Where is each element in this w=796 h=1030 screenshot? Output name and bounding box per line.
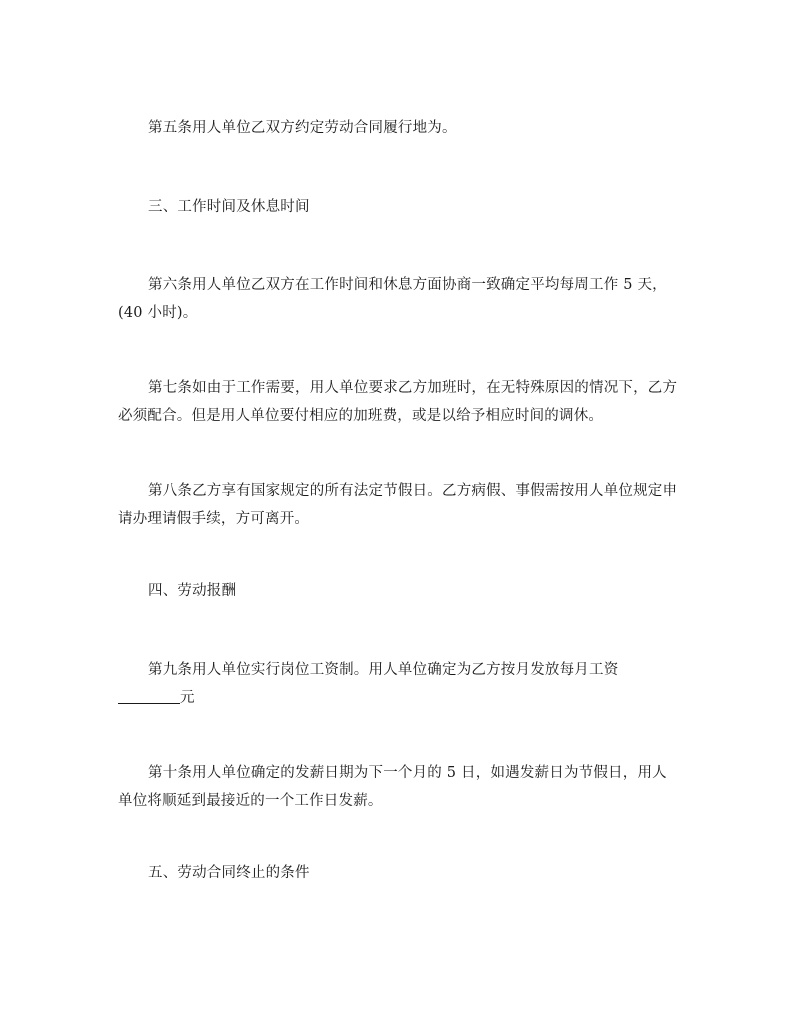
section-3-heading: 三、工作时间及休息时间 (148, 199, 310, 215)
section-4-heading: 四、劳动报酬 (148, 583, 237, 599)
article-9-amount-line (118, 684, 678, 712)
salary-amount-blank (118, 689, 180, 704)
section-5-heading: 五、劳动合同终止的条件 (148, 865, 310, 881)
article-9-line: 第九条用人单位实行岗位工资制。用人单位确定为乙方按月发放每月工资 (148, 662, 619, 678)
article-5-paragraph: 第五条用人单位乙双方约定劳动合同履行地为。 (148, 120, 457, 136)
article-7-paragraph: 第七条如由于工作需要，用人单位要求乙方加班时，在无特殊原因的情况下，乙方必须配合。但是用人单位要付相应的加班费，或是以给予相应时间的调休。 (118, 380, 678, 424)
article-10-paragraph: 第十条用人单位确定的发薪日期为下一个月的 5 日，如遇发薪日为节假日，用人单位将顺延到最接近的一个工作日发薪。 (118, 765, 667, 809)
article-9-paragraph (118, 656, 678, 712)
article-8-paragraph: 第八条乙方享有国家规定的所有法定节假日。乙方病假、事假需按用人单位规定申请办理请假手续，方可离开。 (118, 483, 678, 527)
article-6-paragraph: 第六条用人单位乙双方在工作时间和休息方面协商一致确定平均每周工作 5 天，(40 小时)。 (118, 277, 667, 321)
currency-unit: 元 (180, 690, 195, 706)
